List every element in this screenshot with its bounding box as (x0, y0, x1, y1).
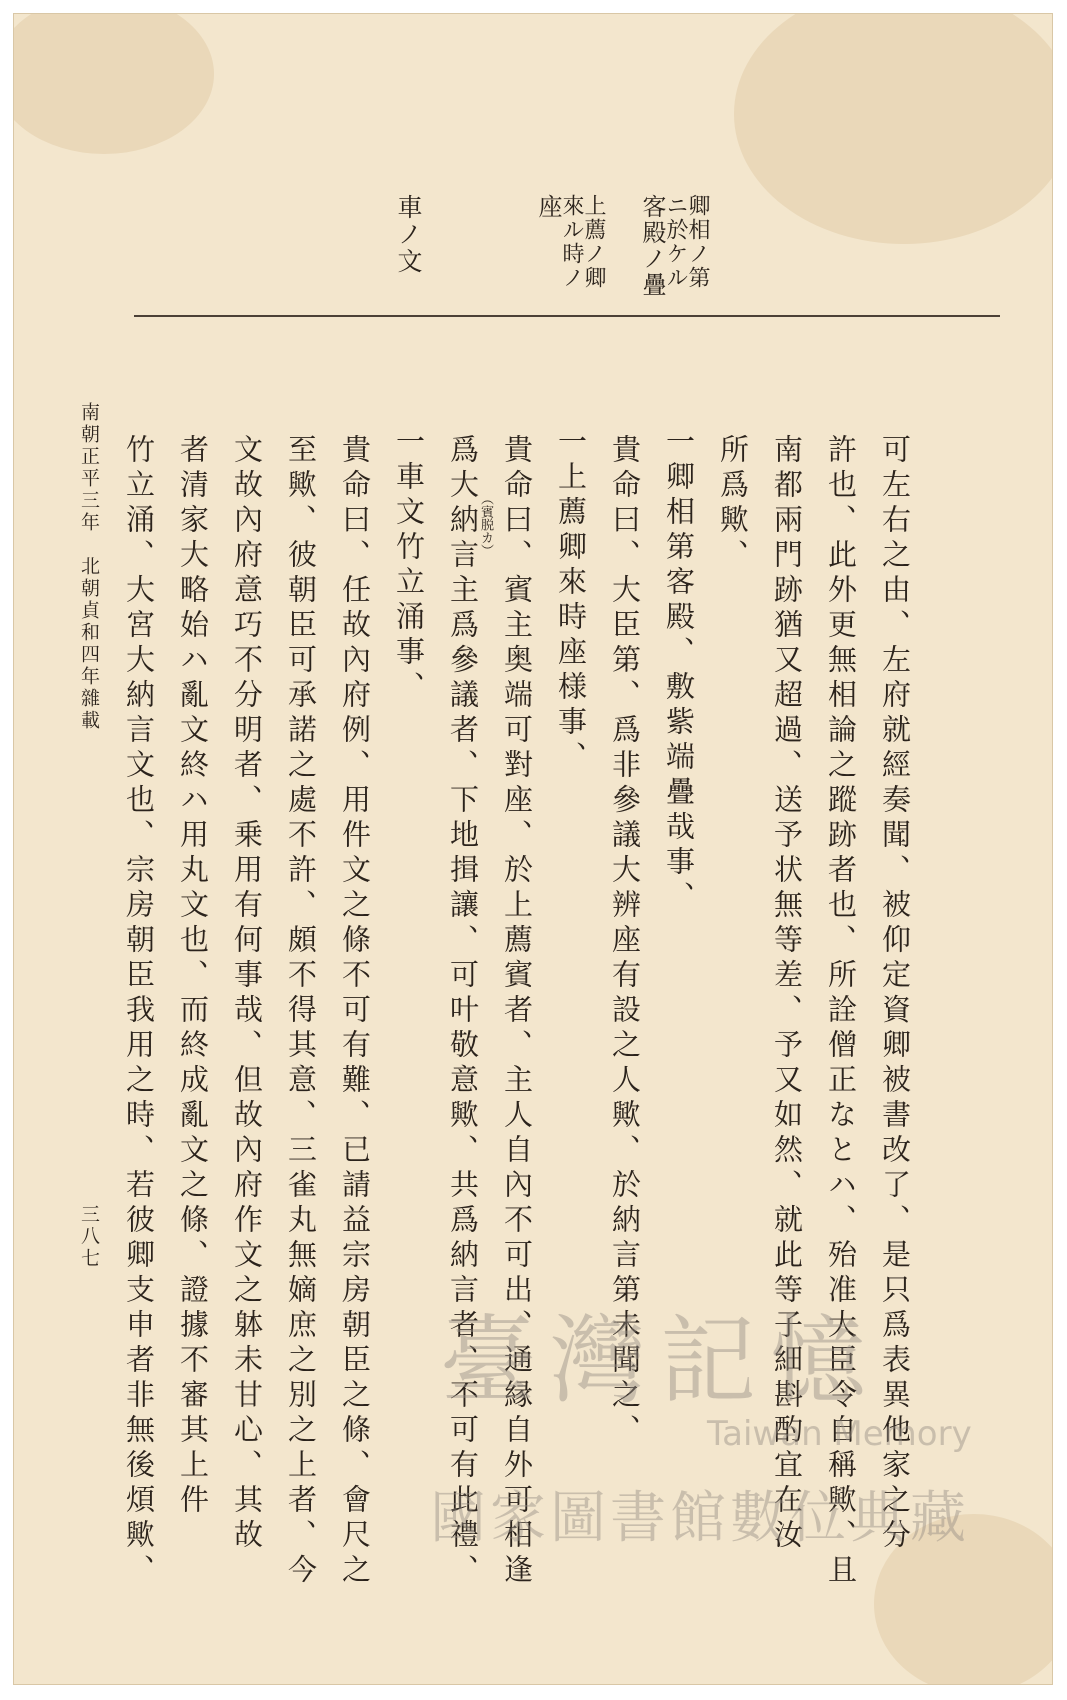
watermark-library: 國家圖書館數位典藏 (430, 1486, 970, 1551)
watermark-english: Taiwan Memory (707, 1414, 972, 1454)
heading-guest-hall-line3: 客殿ノ疊 (638, 194, 666, 298)
heading-guest-hall-line2: ニ於ケル (663, 194, 688, 290)
running-footer: 南朝正平三年 北朝貞和四年雜載 (78, 402, 100, 732)
page-number: 三八七 (78, 1204, 100, 1270)
text-column-9: 爲大納言主爲參議者、下地揖讓、可叶敬意歟、共爲納言者、不可有此禮、 (446, 434, 480, 1589)
text-column-12: 至歟、彼朝臣可承諾之處不許、頗不得其意、三雀丸無嫡庶之別之上者、今 (284, 434, 318, 1589)
text-column-14: 者清家大略始ハ亂文終ハ用丸文也、而終成亂文之條、證據不審其上件 (176, 434, 210, 1519)
text-column-3: 南都兩門跡猶又超過、送予状無等差、予又如然、就此等子細斟酌宜在汝 (770, 434, 804, 1554)
age-stain (13, 13, 214, 154)
text-column-10: 一車文竹立涌事、 (392, 426, 426, 706)
text-column-11: 貴命曰、任故內府例、用件文之條不可有難、已請益宗房朝臣之條、會尺之 (338, 434, 372, 1589)
age-stain (734, 13, 1053, 244)
heading-senior-visit-line1: 上薦ノ卿 (581, 194, 606, 290)
watermark-logo-text: 臺灣記憶 (440, 1305, 880, 1417)
heading-senior-visit-line3: 座 (534, 194, 562, 220)
editorial-note: （賓脱カ） (478, 492, 493, 557)
text-column-7: 一上薦卿來時座様事、 (554, 426, 588, 776)
text-column-1: 可左右之由、左府就經奏聞、被仰定資卿被書改了、是只爲表異他家之分 (878, 434, 912, 1554)
text-column-4: 所爲歟、 (716, 434, 750, 574)
text-column-5: 一卿相第客殿、敷紫端疊哉事、 (662, 426, 696, 916)
heading-carriage-crest: 車ノ文 (394, 194, 423, 275)
heading-guest-hall-line1: 卿相ノ第 (685, 194, 710, 290)
heading-senior-visit-line2: 來ル時ノ (559, 194, 584, 290)
text-column-13: 文故內府意巧不分明者、乗用有何事哉、但故內府作文之躰未甘心、其故 (230, 434, 264, 1554)
text-column-15: 竹立涌、大宮大納言文也、宗房朝臣我用之時、若彼卿支申者非無後煩歟、 (122, 434, 156, 1589)
text-column-6: 貴命曰、大臣第、爲非參議大辨座有設之人歟、於納言第未聞之、 (608, 434, 642, 1449)
text-column-2: 許也、此外更無相論之蹤跡者也、所詮僧正なとハ、殆准大臣令自稱歟、且 (824, 434, 858, 1589)
horizontal-rule (134, 315, 1000, 317)
text-column-8: 貴命曰、賓主奥端可對座、於上薦賓者、主人自內不可出、通縁自外可相逢 (500, 434, 534, 1589)
